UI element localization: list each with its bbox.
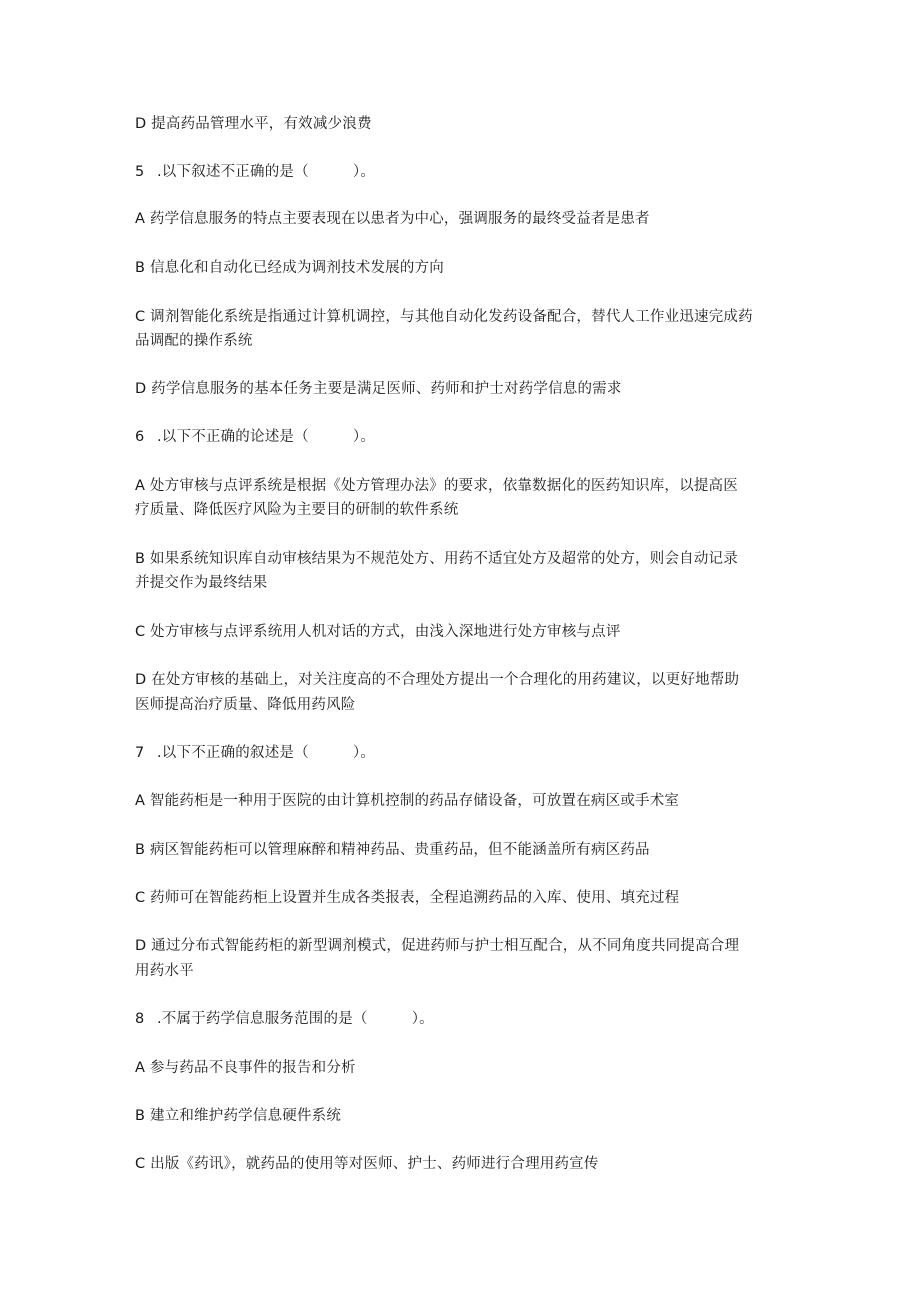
option-c-q6: C 处方审核与点评系统用人机对话的方式，由浅入深地进行处方审核与点评 bbox=[135, 624, 621, 640]
question-5 bbox=[135, 160, 795, 185]
option-a-q6-line1: A 处方审核与点评系统是根据《处方管理办法》的要求，依靠数据化的医药知识库，以提高医 bbox=[135, 478, 738, 494]
question-number: 5 bbox=[135, 164, 145, 180]
option-d-q7-line2: 用药水平 bbox=[135, 963, 194, 979]
question-number: 6 bbox=[135, 429, 145, 445]
option-b-q7: B 病区智能药柜可以管理麻醉和精神药品、贵重药品，但不能涵盖所有病区药品 bbox=[135, 842, 650, 858]
option-b-q5: B 信息化和自动化已经成为调剂技术发展的方向 bbox=[135, 260, 444, 276]
option-b-q6-line2: 并提交作为最终结果 bbox=[135, 575, 268, 591]
option-c-q5-line1: C 调剂智能化系统是指通过计算机调控，与其他自动化发药设备配合，替代人工作业迅速完成药 bbox=[135, 309, 753, 325]
option-a-q6-line2: 疗质量、降低医疗风险为主要目的研制的软件系统 bbox=[135, 502, 459, 518]
option-d-q6-line2: 医师提高治疗质量、降低用药风险 bbox=[135, 697, 356, 713]
option-a-q5: A 药学信息服务的特点主要表现在以患者为中心，强调服务的最终受益者是患者 bbox=[135, 211, 650, 227]
option-d-q7-line1: D 通过分布式智能药柜的新型调剂模式，促进药师与护士相互配合，从不同角度共同提高合理 bbox=[135, 938, 740, 954]
option-a-q7: A 智能药柜是一种用于医院的由计算机控制的药品存储设备，可放置在病区或手术室 bbox=[135, 793, 680, 809]
option-b-q6-line1: B 如果系统知识库自动审核结果为不规范处方、用药不适宜处方及超常的处方，则会自动记录 bbox=[135, 551, 738, 567]
question-6 bbox=[135, 425, 795, 450]
option-d-q5: D 药学信息服务的基本任务主要是满足医师、药师和护士对药学信息的需求 bbox=[135, 381, 622, 397]
question-number: 7 bbox=[135, 745, 145, 761]
option-b-q8: B 建立和维护药学信息硬件系统 bbox=[135, 1108, 342, 1124]
question-text: .不属于药学信息服务范围的是（ ）。 bbox=[157, 1011, 434, 1027]
question-text: .以下不正确的叙述是（ ）。 bbox=[157, 745, 376, 761]
option-c-q5-line2: 品调配的操作系统 bbox=[135, 333, 253, 349]
option-d-q4: D 提高药品管理水平，有效减少浪费 bbox=[135, 116, 372, 132]
question-text: .以下不正确的论述是（ ）。 bbox=[157, 429, 376, 445]
option-d-q6-line1: D 在处方审核的基础上，对关注度高的不合理处方提出一个合理化的用药建议，以更好地帮助 bbox=[135, 672, 740, 688]
question-text: .以下叙述不正确的是（ ）。 bbox=[157, 164, 376, 180]
question-8 bbox=[135, 1007, 795, 1032]
question-number: 8 bbox=[135, 1011, 145, 1027]
option-c-q7: C 药师可在智能药柜上设置并生成各类报表，全程追溯药品的入库、使用、填充过程 bbox=[135, 890, 680, 906]
option-c-q8: C 出版《药讯》，就药品的使用等对医师、护士、药师进行合理用药宣传 bbox=[135, 1156, 599, 1172]
question-7 bbox=[135, 741, 795, 766]
option-a-q8: A 参与药品不良事件的报告和分析 bbox=[135, 1060, 356, 1076]
